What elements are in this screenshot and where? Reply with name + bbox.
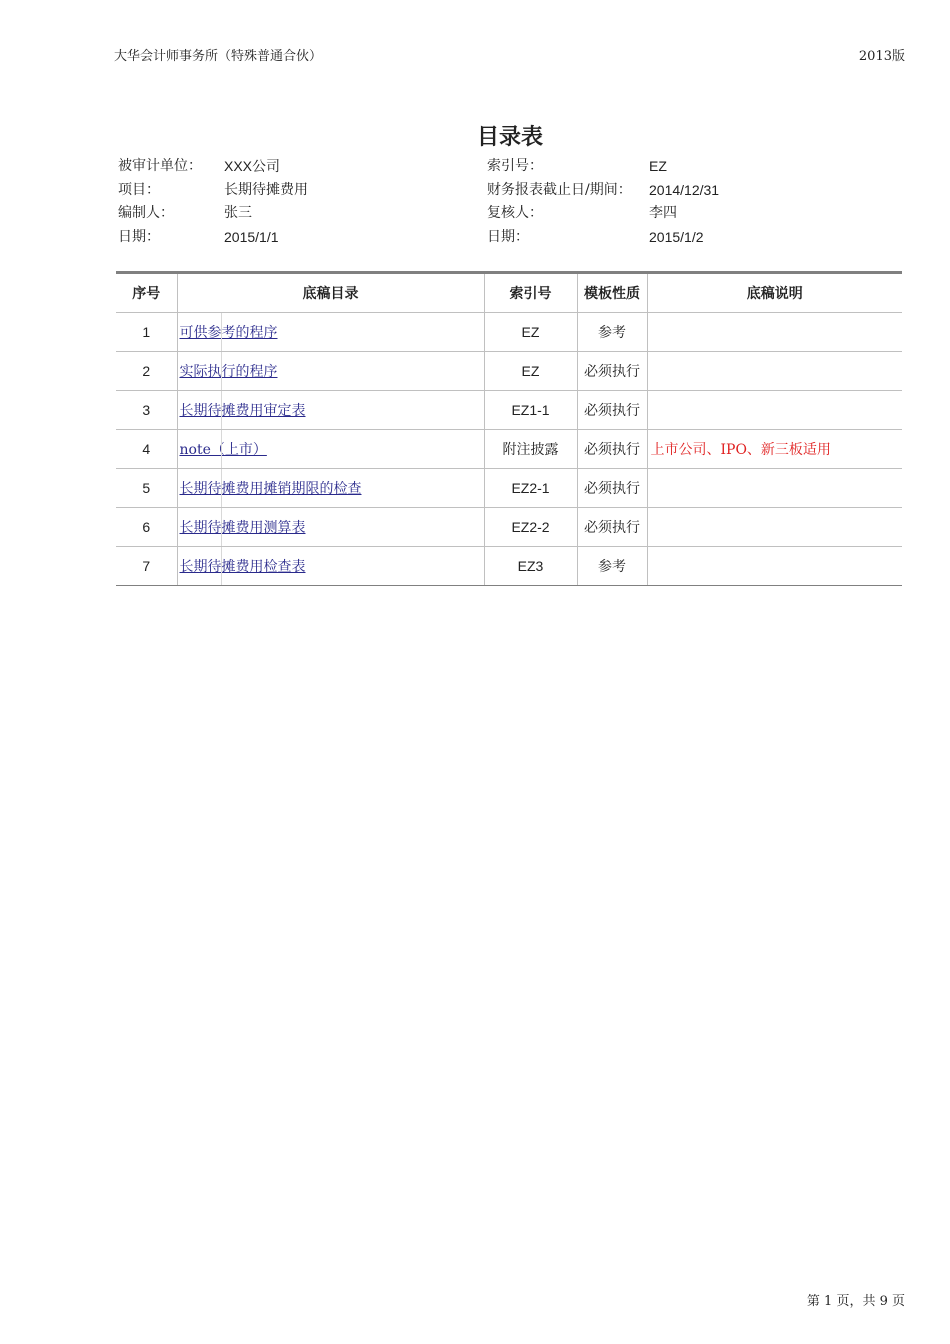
row-seq: 1	[116, 313, 177, 352]
table-row	[116, 430, 902, 469]
row-type: 必须执行	[577, 508, 647, 547]
row-name-cell	[177, 508, 484, 547]
row-note	[647, 352, 902, 391]
workpaper-link[interactable]: 长期待摊费用摊销期限的检查	[179, 481, 362, 497]
row-seq: 7	[116, 547, 177, 586]
review-date-label: 日期：	[487, 228, 529, 245]
row-type: 必须执行	[577, 430, 647, 469]
table-row	[116, 547, 902, 586]
row-index: EZ1-1	[484, 391, 577, 430]
row-index: EZ	[484, 352, 577, 391]
prepared-date-label: 日期：	[118, 228, 160, 245]
workpaper-link[interactable]: 实际执行的程序	[179, 364, 278, 380]
report-period-label: 财务报表截止日/期间：	[487, 181, 632, 198]
row-seq: 6	[116, 508, 177, 547]
audited-entity-value: XXX公司	[224, 158, 281, 174]
row-type: 必须执行	[577, 352, 647, 391]
table-row	[116, 391, 902, 430]
preparer-value: 张三	[224, 205, 252, 221]
row-seq: 2	[116, 352, 177, 391]
row-type: 必须执行	[577, 469, 647, 508]
meta-left-values	[224, 155, 308, 249]
version-label: 2013版	[858, 49, 905, 64]
row-name-cell	[177, 430, 484, 469]
workpaper-link[interactable]: 长期待摊费用检查表	[179, 559, 306, 575]
preparer-label: 编制人：	[118, 205, 174, 221]
row-note	[647, 313, 902, 352]
header-seq: 序号	[116, 273, 177, 313]
row-seq: 5	[116, 469, 177, 508]
meta-right-values	[649, 155, 719, 249]
table-row	[116, 508, 902, 547]
header-note: 底稿说明	[647, 273, 902, 313]
workpaper-link[interactable]: 长期待摊费用审定表	[179, 403, 306, 419]
row-seq: 3	[116, 391, 177, 430]
audited-entity-label: 被审计单位：	[118, 158, 202, 174]
prepared-date-value: 2015/1/1	[224, 228, 279, 245]
row-note	[647, 547, 902, 586]
row-name-cell	[177, 547, 484, 586]
row-type: 必须执行	[577, 391, 647, 430]
page-title: 目录表	[476, 125, 543, 150]
meta-right-labels	[487, 155, 632, 249]
reviewer-label: 复核人：	[487, 205, 543, 221]
table-row	[116, 469, 902, 508]
firm-name: 大华会计师事务所（特殊普通合伙）	[114, 49, 323, 64]
table-row	[116, 313, 902, 352]
index-no-value: EZ	[649, 158, 667, 174]
row-name-cell	[177, 313, 484, 352]
reviewer-value: 李四	[649, 205, 677, 221]
row-note	[647, 391, 902, 430]
row-name-cell	[177, 469, 484, 508]
row-name-cell	[177, 352, 484, 391]
meta-left-labels	[118, 155, 202, 249]
row-note	[647, 508, 902, 547]
directory-table	[116, 271, 902, 586]
row-index: EZ2-2	[484, 508, 577, 547]
table-row	[116, 352, 902, 391]
project-value: 长期待摊费用	[224, 181, 308, 198]
header-type: 模板性质	[577, 273, 647, 313]
row-seq: 4	[116, 430, 177, 469]
project-label: 项目：	[118, 181, 160, 198]
row-index: EZ	[484, 313, 577, 352]
table-header-row	[116, 273, 902, 313]
workpaper-link[interactable]: note（上市）	[179, 442, 267, 458]
workpaper-link[interactable]: 可供参考的程序	[179, 325, 278, 341]
row-name-cell	[177, 391, 484, 430]
row-index: EZ3	[484, 547, 577, 586]
workpaper-link[interactable]: 长期待摊费用测算表	[179, 520, 306, 536]
row-note	[647, 469, 902, 508]
index-no-label: 索引号：	[487, 158, 543, 174]
row-index: EZ2-1	[484, 469, 577, 508]
row-type: 参考	[577, 313, 647, 352]
report-period-value: 2014/12/31	[649, 181, 720, 198]
row-index: 附注披露	[484, 430, 577, 469]
header-index: 索引号	[484, 273, 577, 313]
row-note: 上市公司、IPO、新三板适用	[647, 430, 902, 469]
row-type: 参考	[577, 547, 647, 586]
page-footer: 第 1 页，共 9 页	[806, 1294, 905, 1309]
header-name: 底稿目录	[177, 273, 484, 313]
review-date-value: 2015/1/2	[649, 228, 704, 245]
